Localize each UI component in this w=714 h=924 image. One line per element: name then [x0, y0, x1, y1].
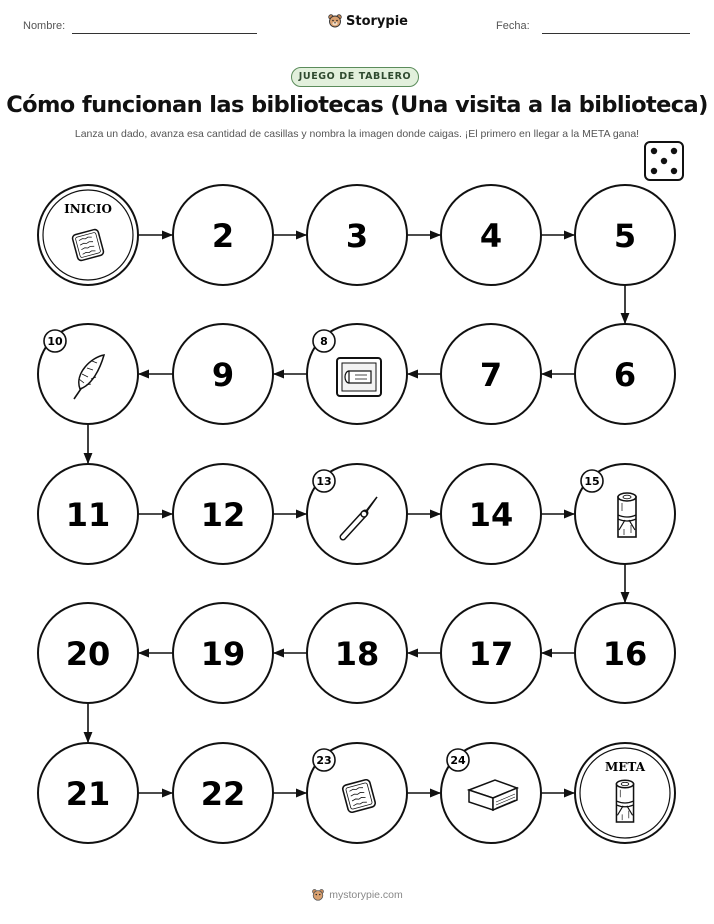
game-type-badge: JUEGO DE TABLERO — [291, 67, 419, 87]
board-space-2[interactable] — [173, 185, 273, 285]
board-space-8[interactable] — [307, 324, 407, 424]
board-space-19[interactable] — [173, 603, 273, 703]
space-number: 2 — [211, 217, 235, 255]
space-number: 10 — [47, 335, 63, 348]
space-label: META — [604, 760, 646, 774]
space-number: 9 — [211, 356, 235, 394]
space-number: 24 — [450, 754, 466, 767]
board-space-14[interactable] — [441, 464, 541, 564]
board-space-meta[interactable] — [575, 743, 675, 843]
dice-five-icon — [645, 142, 683, 180]
footer-url[interactable]: mystorypie.com — [329, 889, 403, 901]
board-space-15[interactable] — [575, 464, 675, 564]
page-title: Cómo funcionan las bibliotecas (Una visita a la biblioteca) — [6, 92, 708, 118]
brand-name: Storypie — [346, 13, 408, 29]
space-number: 14 — [468, 496, 514, 534]
scroll-frame-icon — [337, 358, 381, 396]
space-number: 3 — [345, 217, 369, 255]
rolled-scroll-icon — [618, 493, 636, 537]
footer — [0, 888, 714, 902]
space-number: 18 — [334, 635, 380, 673]
space-label: INICIO — [64, 202, 112, 216]
space-number: 8 — [320, 335, 328, 348]
board-space-4[interactable] — [441, 185, 541, 285]
space-number: 22 — [200, 775, 246, 813]
rolled-scroll-icon — [616, 780, 633, 822]
board-spaces — [38, 185, 675, 843]
space-number: 21 — [65, 775, 111, 813]
space-number: 11 — [65, 496, 111, 534]
space-number: 4 — [479, 217, 503, 255]
space-number: 17 — [468, 635, 514, 673]
date-label: Fecha: — [496, 20, 530, 32]
board-space-9[interactable] — [173, 324, 273, 424]
board-space-inicio[interactable] — [38, 185, 138, 285]
board-space-11[interactable] — [38, 464, 138, 564]
board-space-6[interactable] — [575, 324, 675, 424]
space-number: 7 — [479, 356, 503, 394]
space-number: 20 — [65, 635, 111, 673]
space-number: 5 — [613, 217, 637, 255]
space-number: 16 — [602, 635, 648, 673]
board-space-7[interactable] — [441, 324, 541, 424]
board-space-23[interactable] — [307, 743, 407, 843]
space-number: 13 — [316, 475, 332, 488]
board-space-21[interactable] — [38, 743, 138, 843]
board-space-22[interactable] — [173, 743, 273, 843]
board-space-24[interactable] — [441, 743, 541, 843]
space-number: 15 — [584, 475, 600, 488]
board-space-3[interactable] — [307, 185, 407, 285]
board-space-17[interactable] — [441, 603, 541, 703]
bear-mascot-icon — [311, 888, 325, 902]
board-space-18[interactable] — [307, 603, 407, 703]
name-label: Nombre: — [23, 20, 66, 32]
board-space-10[interactable] — [38, 324, 138, 424]
space-number: 6 — [613, 356, 637, 394]
space-number: 19 — [200, 635, 246, 673]
board-space-5[interactable] — [575, 185, 675, 285]
space-number: 12 — [200, 496, 246, 534]
board-space-13[interactable] — [307, 464, 407, 564]
board-space-12[interactable] — [173, 464, 273, 564]
tablet-icon — [72, 229, 105, 262]
board-space-16[interactable] — [575, 603, 675, 703]
tablet-icon — [342, 779, 376, 813]
instructions: Lanza un dado, avanza esa cantidad de casillas y nombra la imagen donde caigas. ¡El primero en llegar a la META gana! — [74, 128, 640, 140]
board-space-20[interactable] — [38, 603, 138, 703]
space-number: 23 — [316, 754, 332, 767]
